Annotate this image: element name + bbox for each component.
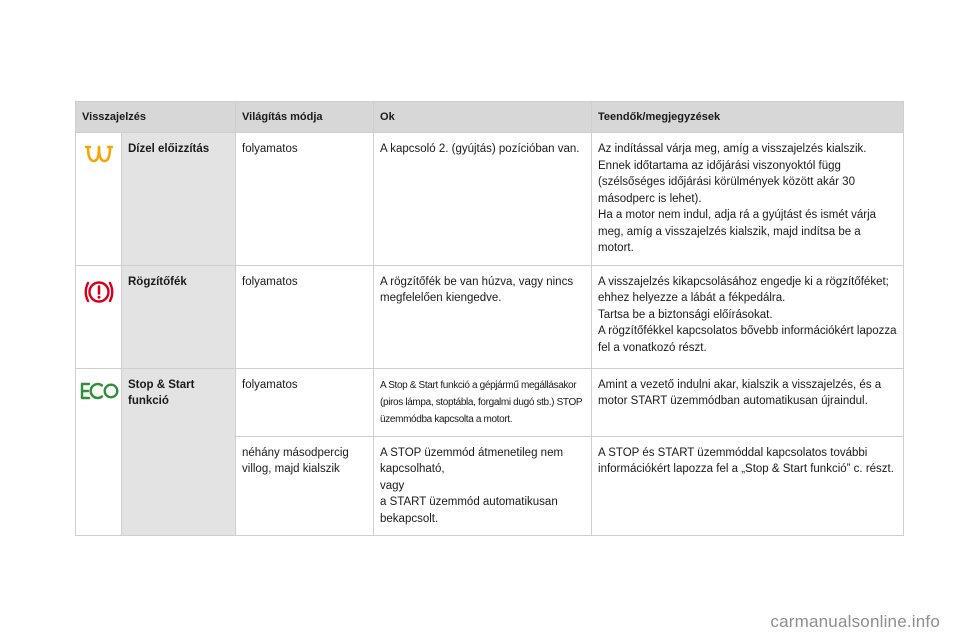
icon-cell: [76, 368, 122, 536]
indicator-mode: néhány másodpercig villog, majd kialszik: [236, 436, 374, 536]
header-indicator: Visszajelzés: [76, 102, 236, 133]
header-mode: Világítás módja: [236, 102, 374, 133]
action-line: A rögzítőfékkel kapcsolatos bővebb információkért lapozza fel a vonatkozó részt.: [598, 325, 897, 354]
indicator-mode: folyamatos: [236, 265, 374, 368]
action-line: Tartsa be a biztonsági előírásokat.: [598, 308, 773, 321]
cause-line: A Stop & Start funkció a gépjármű megállásakor (piros lámpa, stoptábla, forgalmi dugó stb.) STOP üzemmódba kapcsolta a motort.: [380, 379, 583, 425]
indicator-mode: folyamatos: [236, 133, 374, 266]
header-action: Teendők/megjegyzések: [592, 102, 904, 133]
table-header-row: [76, 102, 904, 133]
indicator-cause: [374, 368, 592, 436]
parking-brake-icon: [82, 278, 116, 306]
watermark: carmanualsonline.info: [770, 612, 940, 631]
action-line: A STOP és START üzemmóddal kapcsolatos további információkért lapozza fel a „Stop & Start funkció” c. részt.: [598, 446, 894, 475]
table-row: [76, 368, 904, 436]
indicator-action: [592, 265, 904, 368]
indicator-action: [592, 368, 904, 436]
warning-lights-table: [75, 101, 904, 536]
action-line: Amint a vezető indulni akar, kialszik a visszajelzés, és a motor START üzemmódban automatikusan újraindul.: [598, 378, 882, 407]
indicator-cause: [374, 265, 592, 368]
action-line: A visszajelzés kikapcsolásához engedje ki a rögzítőféket; ehhez helyezze a lábát a fékpedálra.: [598, 275, 889, 304]
cause-line: vagy: [380, 479, 405, 492]
icon-cell: [76, 133, 122, 266]
table-row: [76, 265, 904, 368]
header-cause: Ok: [374, 102, 592, 133]
icon-cell: [76, 265, 122, 368]
indicator-name: Dízel előizzítás: [122, 133, 236, 266]
table-row: [76, 133, 904, 266]
cause-line: a START üzemmód automatikusan bekapcsolt.: [380, 496, 558, 525]
cause-line: A STOP üzemmód átmenetileg nem kapcsolható,: [380, 446, 564, 475]
action-line: Az indítással várja meg, amíg a visszajelzés kialszik.: [598, 143, 867, 155]
glow-plug-icon: [85, 143, 113, 165]
indicator-cause: [374, 436, 592, 536]
indicator-cause: [374, 133, 592, 266]
cause-line: A rögzítőfék be van húzva, vagy nincs megfelelően kiengedve.: [380, 275, 574, 304]
indicator-name: Rögzítőfék: [122, 265, 236, 368]
action-line: Ennek időtartama az időjárási viszonyoktól függ (szélsőséges időjárási körülmények között akár 30 másodperc is lehet).: [598, 159, 855, 205]
indicator-mode: folyamatos: [236, 368, 374, 436]
indicator-action: [592, 133, 904, 266]
eco-icon: [79, 381, 119, 401]
indicator-name: Stop & Start funkció: [122, 368, 236, 536]
cause-line: A kapcsoló 2. (gyújtás) pozícióban van.: [380, 143, 580, 155]
action-line: Ha a motor nem indul, adja rá a gyújtást és ismét várja meg, amíg a visszajelzés kialszik, majd indítsa be a motort.: [598, 209, 877, 254]
indicator-action: [592, 436, 904, 536]
